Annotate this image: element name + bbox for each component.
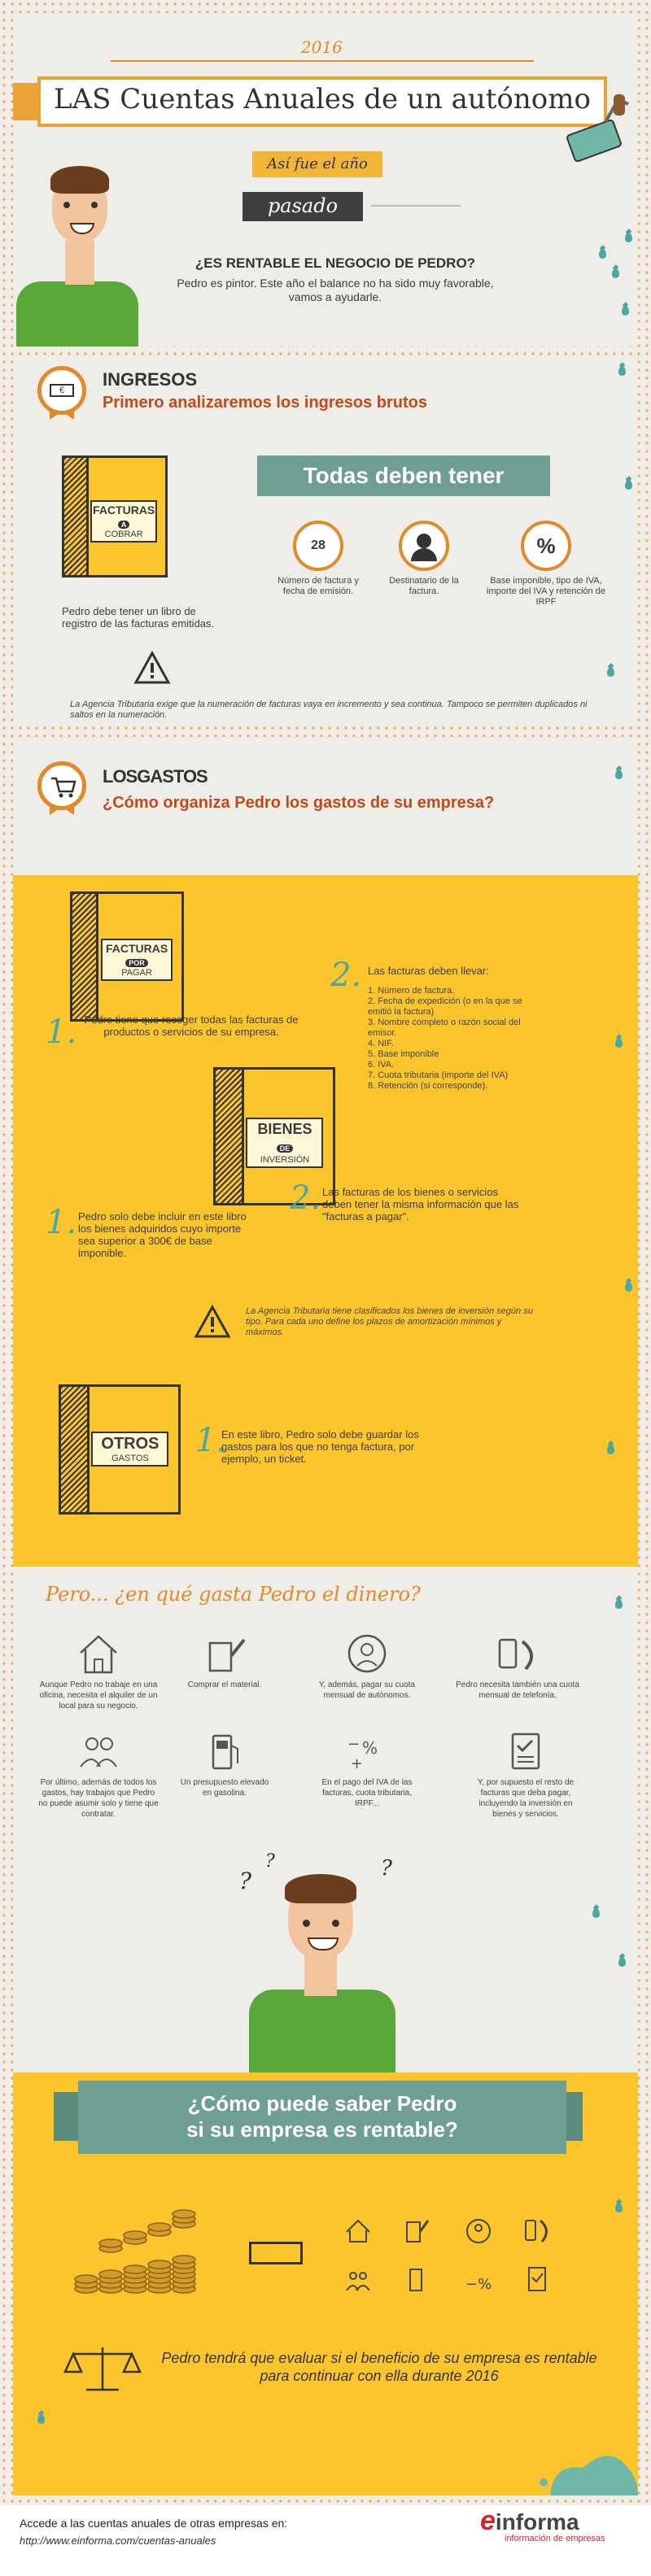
warning-icon: [133, 651, 171, 685]
person-circle-icon: [343, 1632, 391, 1676]
footer-link[interactable]: http://www.einforma.com/cuentas-anuales: [20, 2535, 216, 2547]
phone-icon: [493, 1632, 542, 1676]
people-icon: [74, 1729, 123, 1773]
paint-splash: [534, 2430, 638, 2495]
gastos-heading-a: LOS: [103, 766, 138, 787]
requirement-taxes: % Base imponible, tipo de IVA, importe del IVA y retención de IRPF: [485, 521, 607, 608]
gastos-heading-b: GASTOS: [137, 766, 208, 787]
step4-text: Las facturas de los bienes o servicios deben tener la misma información que las "facturas a pagar".: [322, 1186, 519, 1223]
expense-taxes: − % + En el pago del IVA de las facturas, cuota tributaria, IRPF...: [314, 1729, 420, 1809]
expense-other-invoices: Y, por supuesto el resto de facturas que deba pagar, incluyendo la inversión en bienes y servicios.: [469, 1729, 583, 1820]
expense-material: Comprar el material.: [176, 1632, 273, 1690]
binder-facturas-pagar: FACTURAS POR PAGAR: [70, 891, 184, 1022]
profit-section: [13, 2073, 638, 2495]
profit-banner: ¿Cómo puede saber Pedro si su empresa es rentable?: [78, 2081, 566, 2154]
expense-phone: Pedro necesita también una cuota mensual de telefonía.: [452, 1632, 583, 1701]
svg-text:%: %: [362, 1738, 378, 1758]
expense-rent: Aunque Pedro no trabaje en una oficina, necesita el alquiler de un local para su negocio.: [37, 1632, 159, 1711]
coins-icon: [70, 2199, 233, 2305]
expense-contractors: Por último, además de todos los gastos, hay trabajos que Pedro no puede asumir solo y tiene que contratar.: [37, 1729, 159, 1820]
step5-text: En este libro, Pedro solo debe guardar los gastos para los que no tenga factura, por ejemplo, un ticket.: [221, 1428, 419, 1465]
spending-section: Pero... ¿en qué gasta Pedro el dinero? Aunque Pedro no trabaje en una oficina, necesita el alquiler de un local para su negocio. Comprar el material. Y, además, pagar su cuota mensual de autónomos. Pedro necesita también una cuota mensual de telefonía. Por último, además de todos los gastos, hay trabajos que Pedro no puede asumir solo y tiene que contratar. Un presupuesto elevado en gasolina. − % + En el pago del IVA de las facturas, cuota tributaria, IRPF... Y, por supuesto el resto de facturas que deba pagar, incluyendo la inversión en bienes y servicios. ? ? ?: [13, 1567, 638, 2073]
subtitle-line1: Así fue el año: [252, 151, 382, 177]
checklist-icon: [501, 1729, 550, 1773]
minus-box: [249, 2242, 303, 2264]
ingresos-section: [13, 358, 638, 726]
expenses-summary-icons: [339, 2211, 583, 2308]
svg-text:−%: −%: [465, 2276, 492, 2293]
einforma-logo[interactable]: einforma información de empresas: [480, 2505, 605, 2543]
step2-num: 2.: [330, 957, 362, 994]
step1-num: 1.: [46, 1013, 77, 1051]
footer-text: Accede a las cuentas anuales de otras empresas en:: [20, 2517, 288, 2530]
ingresos-warning: La Agencia Tributaria exige que la numeración de facturas vaya en incremento y sea continua. Tampoco se permiten duplicados ni saltos en la numeración.: [70, 700, 588, 720]
math-icon: [343, 1729, 391, 1773]
warning-icon: [194, 1305, 231, 1339]
ingresos-heading: INGRESOS: [103, 369, 198, 390]
gastos-subheading: ¿Cómo organiza Pedro los gastos de su empresa?: [103, 794, 495, 812]
binder-sub: COBRAR: [104, 529, 143, 539]
binder-facturas-cobrar: [62, 455, 168, 578]
paint-roller-icon: [557, 94, 630, 192]
step3-text: Pedro solo debe incluir en este libro los bienes adquiridos cuyo importe sea superior a 300€ de base imponible.: [78, 1210, 247, 1259]
binder-conn: A: [118, 521, 130, 529]
header-section: [13, 13, 638, 347]
house-icon: [74, 1632, 123, 1676]
step2-title: Las facturas deben llevar:: [368, 965, 489, 977]
spending-heading: Pero... ¿en qué gasta Pedro el dinero?: [46, 1583, 421, 1606]
bienes-warning: La Agencia Tributaria tiene clasificados los bienes de inversión según su tipo. Para cada uno define los plazos de amortización mínimos y máximos.: [246, 1306, 533, 1337]
page-title: LAS Cuentas Anuales de un autónomo: [54, 83, 591, 116]
paint-icon: [200, 1632, 249, 1676]
balance-scale-icon: [62, 2341, 143, 2398]
percent-icon: %: [521, 521, 571, 571]
banner-todas: Todas deben tener: [257, 455, 550, 496]
year: 2016: [301, 37, 343, 57]
binder-label: FACTURAS: [93, 503, 155, 517]
fuel-icon: [200, 1729, 249, 1773]
binder-note: Pedro debe tener un libro de registro de las facturas emitidas.: [62, 605, 215, 630]
requirement-date: 28 Número de factura y fecha de emisión.: [273, 521, 363, 597]
intro-text: Pedro es pintor. Este año el balance no ha sido muy favorable, vamos a ayudarle.: [177, 277, 494, 303]
subtitle-line2: pasado: [242, 192, 363, 221]
subtitle-line: [371, 205, 461, 207]
cart-icon: [37, 761, 86, 810]
step1-text: Pedro tiene que recoger todas las facturas de productos o servicios de su empresa.: [84, 1013, 299, 1038]
divider: [111, 60, 534, 62]
ingresos-subheading: Primero analizaremos los ingresos brutos: [103, 394, 428, 412]
step5-num: 1.: [195, 1422, 227, 1459]
svg-text:−: −: [347, 1736, 360, 1753]
step3-num: 1.: [46, 1204, 77, 1241]
expense-fuel: Un presupuesto elevado en gasolina.: [176, 1729, 273, 1798]
expense-autonomos: Y, además, pagar su cuota mensual de autónomos.: [314, 1632, 420, 1701]
gastos-section: [13, 737, 638, 875]
cash-icon: €: [37, 366, 86, 415]
requirement-recipient: Destinatario de la factura.: [379, 521, 469, 597]
conclusion: Pedro tendrá que evaluar si el beneficio de su empresa es rentable para continuar con ella durante 2016: [161, 2350, 597, 2384]
gastos-books-section: [13, 875, 638, 1567]
person-icon: [399, 521, 449, 571]
calendar-icon: 28: [293, 521, 343, 571]
step4-num: 2.: [290, 1179, 321, 1217]
step2-list: 1. Número de factura. 2. Fecha de expedición (o en la que se emitió la factura) 3. Nombre completo o razón social del emisor. 4. NIF. 5. Base imponible 6. IVA. 7. Cuota tributaria (importe del IVA) 8. Retención (si corresponde).: [368, 986, 522, 1091]
binder-bienes-inversion: BIENES DE INVERSIÓN: [213, 1067, 335, 1205]
svg-text:+: +: [351, 1755, 364, 1772]
binder-otros-gastos: OTROS GASTOS: [59, 1384, 181, 1515]
intro-question: ¿ES RENTABLE EL NEGOCIO DE PEDRO?: [194, 255, 476, 271]
